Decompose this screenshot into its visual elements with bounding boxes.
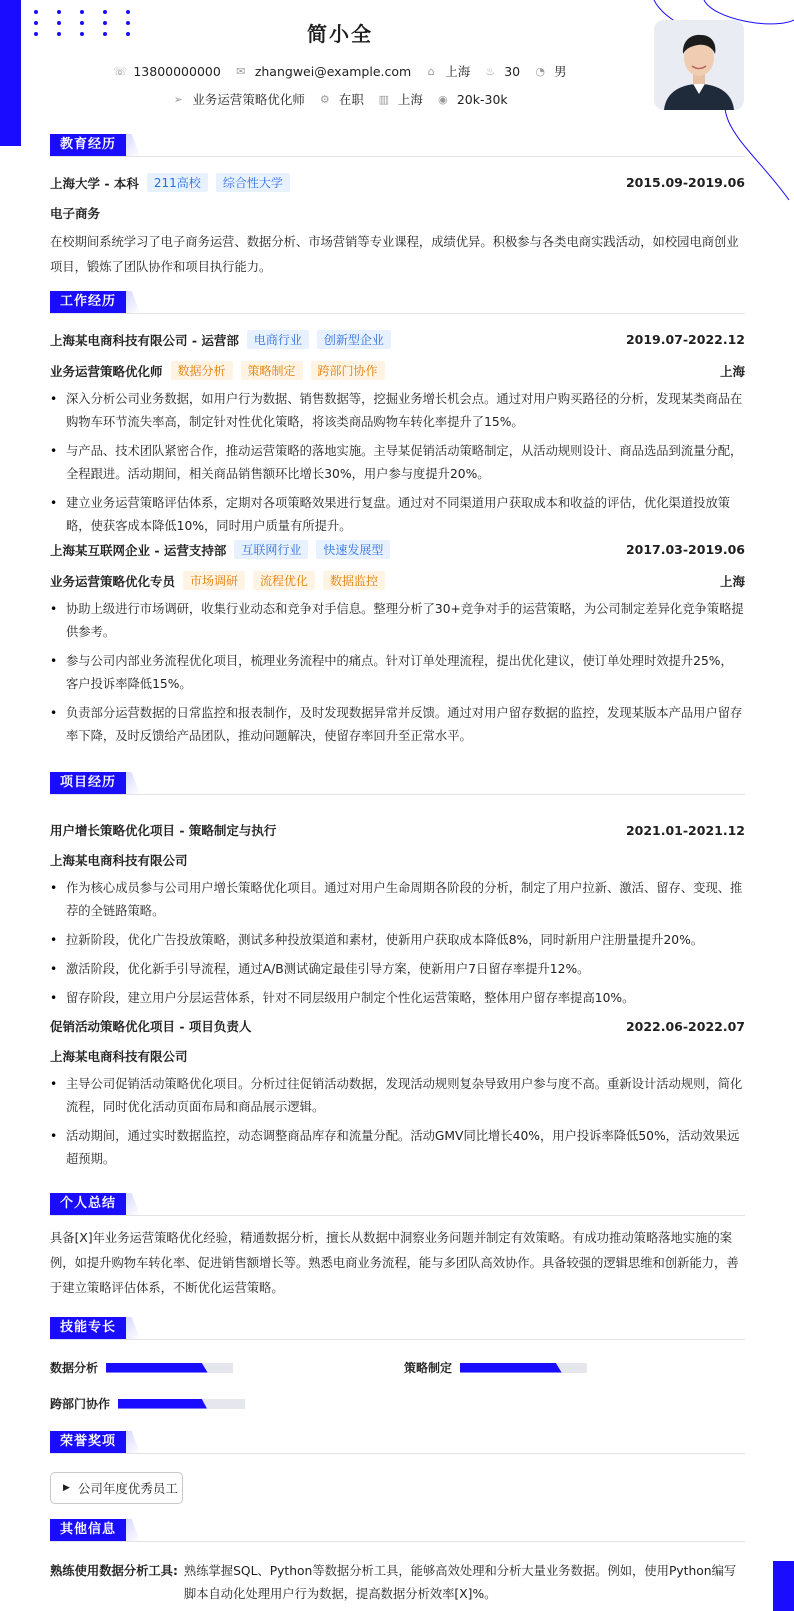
section-title-skills: 技能专长 bbox=[50, 1317, 126, 1339]
email-text: zhangwei@example.com bbox=[254, 63, 412, 79]
education-description: 在校期间系统学习了电子商务运营、数据分析、市场营销等专业课程，成绩优异。积极参与各类电商实践活动，如校园电商创业项目，锻炼了团队协作和项目执行能力。 bbox=[50, 235, 739, 274]
work-date: 2019.07-2022.12 bbox=[625, 332, 745, 347]
company-name: 上海某电商科技有限公司 - 运营部 bbox=[50, 332, 239, 348]
building-icon: ▥ bbox=[378, 92, 390, 106]
skill-level-fill bbox=[460, 1363, 562, 1373]
project-bullet: • 活动期间，通过实时数据监控，动态调整商品库存和流量分配。活动GMV同比增长40%，用户投诉率降低50%，活动效果远超预期。 bbox=[50, 1125, 745, 1171]
gender-text: 男 bbox=[554, 64, 567, 79]
location-text: 上海 bbox=[445, 64, 471, 79]
phone-icon: ☏ bbox=[113, 64, 128, 78]
projects-section bbox=[50, 772, 745, 795]
skill-tag: 数据分析 bbox=[171, 361, 233, 380]
skill-name: 策略制定 bbox=[404, 1361, 453, 1375]
school-name: 上海大学 - 本科 bbox=[50, 175, 139, 191]
job-target-text: 业务运营策略优化师 bbox=[192, 92, 305, 107]
skill-item bbox=[50, 1395, 245, 1412]
work-bullet: • 与产品、技术团队紧密合作，推动运营策略的落地实施。主导某促销活动策略制定，从活动规则设计、商品选品到流量分配，全程跟进。活动期间，相关商品销售额环比增长30%，用户参与度提升20%。 bbox=[50, 440, 745, 486]
project-date: 2022.06-2022.07 bbox=[625, 1018, 745, 1034]
profile-photo bbox=[654, 20, 744, 110]
project-bullet: • 留存阶段，建立用户分层运营体系，针对不同层级用户制定个性化运营策略，整体用户留存率提高10%。 bbox=[50, 987, 745, 1010]
role-name: 业务运营策略优化专员 bbox=[50, 573, 176, 589]
company-tag: 互联网行业 bbox=[234, 540, 308, 559]
company-tag: 创新型企业 bbox=[317, 330, 391, 349]
project-title: 用户增长策略优化项目 - 策略制定与执行 bbox=[50, 823, 277, 838]
company-tag: 电商行业 bbox=[247, 330, 309, 349]
summary-section bbox=[50, 1193, 745, 1301]
section-title-education: 教育经历 bbox=[50, 134, 126, 156]
major-name: 电子商务 bbox=[50, 206, 101, 221]
school-tag: 211高校 bbox=[147, 173, 208, 192]
skill-item bbox=[50, 1359, 233, 1376]
project-entry bbox=[50, 1017, 745, 1177]
skill-tag: 数据监控 bbox=[323, 571, 385, 590]
work-entry bbox=[50, 330, 745, 544]
company-name: 上海某互联网企业 - 运营支持部 bbox=[50, 542, 227, 558]
age-icon: ♨ bbox=[485, 64, 496, 78]
home-icon: ⌂ bbox=[427, 64, 435, 78]
salary-text: 20k-30k bbox=[456, 91, 508, 107]
right-accent-bar bbox=[773, 1561, 794, 1611]
section-title-projects: 项目经历 bbox=[50, 772, 126, 794]
project-org: 上海某电商科技有限公司 bbox=[50, 1049, 188, 1064]
other-label: 熟练使用数据分析工具: bbox=[50, 1564, 178, 1578]
skill-tag: 策略制定 bbox=[241, 361, 303, 380]
other-text: 熟练掌握SQL、Python等数据分析工具，能够高效处理和分析大量业务数据。例如，使用Python编写脚本自动化处理用户行为数据，提高数据分析效率[X]%。 bbox=[183, 1564, 737, 1601]
skill-level-bar bbox=[460, 1363, 587, 1373]
skills-section bbox=[50, 1317, 745, 1340]
project-bullet: • 主导公司促销活动策略优化项目。分析过往促销活动数据，发现活动规则复杂导致用户参与度不高。重新设计活动规则，简化流程，同时优化活动页面布局和商品展示逻辑。 bbox=[50, 1073, 745, 1119]
work-city: 上海 bbox=[719, 573, 745, 589]
status-text: 在职 bbox=[338, 92, 364, 107]
triangle-right-icon: ▶ bbox=[63, 1483, 70, 1493]
work-bullet: • 负责部分运营数据的日常监控和报表制作，及时发现数据异常并反馈。通过对用户留存数据的监控，发现某版本产品用户留存率下降，及时反馈给产品团队，推动问题解决，使留存率回升至正常水平。 bbox=[50, 702, 745, 748]
education-entry bbox=[50, 173, 745, 280]
award-text: 公司年度优秀员工 bbox=[77, 1481, 178, 1496]
project-bullet: • 拉新阶段，优化广告投放策略，测试多种投放渠道和素材，使新用户获取成本降低8%，同时新用户注册量提升20%。 bbox=[50, 929, 745, 952]
skill-item bbox=[404, 1359, 587, 1376]
work-date: 2017.03-2019.06 bbox=[625, 542, 745, 557]
company-tag: 快速发展型 bbox=[316, 540, 390, 559]
other-info bbox=[50, 1560, 745, 1606]
project-title: 促销活动策略优化项目 - 项目负责人 bbox=[50, 1019, 252, 1034]
work-city: 上海 bbox=[719, 363, 745, 379]
work-section bbox=[50, 291, 745, 314]
work-bullet: • 参与公司内部业务流程优化项目，梳理业务流程中的痛点。针对订单处理流程，提出优化建议，使订单处理时效提升25%，客户投诉率降低15%。 bbox=[50, 650, 745, 696]
work-bullet: • 协助上级进行市场调研，收集行业动态和竞争对手信息。整理分析了30+竞争对手的运营策略，为公司制定差异化竞争策略提供参考。 bbox=[50, 598, 745, 644]
mail-icon: ✉ bbox=[236, 64, 246, 78]
work-bullet: • 深入分析公司业务数据，如用户行为数据、销售数据等，挖掘业务增长机会点。通过对用户购买路径的分析，发现某类商品在购物车环节流失率高，制定针对性优化策略，将该类商品购物车转化率提升了15%。 bbox=[50, 388, 745, 434]
awards-section bbox=[50, 1431, 745, 1454]
gender-icon: ◔ bbox=[535, 64, 545, 78]
project-bullet: • 激活阶段，优化新手引导流程，通过A/B测试确定最佳引导方案，使新用户7日留存率提升12%。 bbox=[50, 958, 745, 981]
work-bullet: • 建立业务运营策略评估体系，定期对各项策略效果进行复盘。通过对不同渠道用户获取成本和收益的评估，优化渠道投放策略，使获客成本降低10%，同时用户质量有所提升。 bbox=[50, 492, 745, 538]
skill-level-fill bbox=[118, 1399, 207, 1409]
job-intent-row bbox=[0, 90, 680, 108]
city-text: 上海 bbox=[397, 92, 423, 107]
skill-name: 数据分析 bbox=[50, 1361, 99, 1375]
skill-level-bar bbox=[106, 1363, 233, 1373]
work-entry bbox=[50, 540, 745, 754]
skill-level-fill bbox=[106, 1363, 208, 1373]
candidate-name: 简小全 bbox=[307, 22, 373, 46]
salary-icon: ◉ bbox=[438, 92, 448, 106]
contact-row bbox=[0, 62, 680, 80]
education-date: 2015.09-2019.06 bbox=[625, 175, 745, 190]
section-title-summary: 个人总结 bbox=[50, 1193, 126, 1215]
skill-name: 跨部门协作 bbox=[50, 1397, 111, 1411]
phone-text: 13800000000 bbox=[133, 63, 221, 79]
project-org: 上海某电商科技有限公司 bbox=[50, 853, 188, 868]
other-section bbox=[50, 1519, 745, 1542]
section-title-other: 其他信息 bbox=[50, 1519, 126, 1541]
role-name: 业务运营策略优化师 bbox=[50, 363, 163, 379]
project-date: 2021.01-2021.12 bbox=[625, 822, 745, 838]
section-title-work: 工作经历 bbox=[50, 291, 126, 313]
skill-tag: 跨部门协作 bbox=[311, 361, 385, 380]
paper-plane-icon: ➢ bbox=[173, 92, 183, 106]
skill-level-bar bbox=[118, 1399, 245, 1409]
skill-tag: 市场调研 bbox=[183, 571, 245, 590]
award-item bbox=[50, 1472, 183, 1504]
skill-tag: 流程优化 bbox=[253, 571, 315, 590]
education-section bbox=[50, 134, 745, 157]
age-text: 30 bbox=[504, 63, 521, 79]
gear-icon: ⚙ bbox=[319, 92, 330, 106]
section-title-awards: 荣誉奖项 bbox=[50, 1431, 126, 1453]
school-tag: 综合性大学 bbox=[216, 173, 290, 192]
project-bullet: • 作为核心成员参与公司用户增长策略优化项目。通过对用户生命周期各阶段的分析，制定了用户拉新、激活、留存、变现、推荐的全链路策略。 bbox=[50, 877, 745, 923]
summary-text: 具备[X]年业务运营策略优化经验，精通数据分析，擅长从数据中洞察业务问题并制定有效策略。有成功推动策略落地实施的案例，如提升购物车转化率、促进销售额增长等。熟悉电商业务流程，能与多团队高效协作。具备较强的逻辑思维和创新能力，善于建立策略评估体系，不断优化运营策略。 bbox=[50, 1231, 739, 1295]
project-entry bbox=[50, 821, 745, 1016]
